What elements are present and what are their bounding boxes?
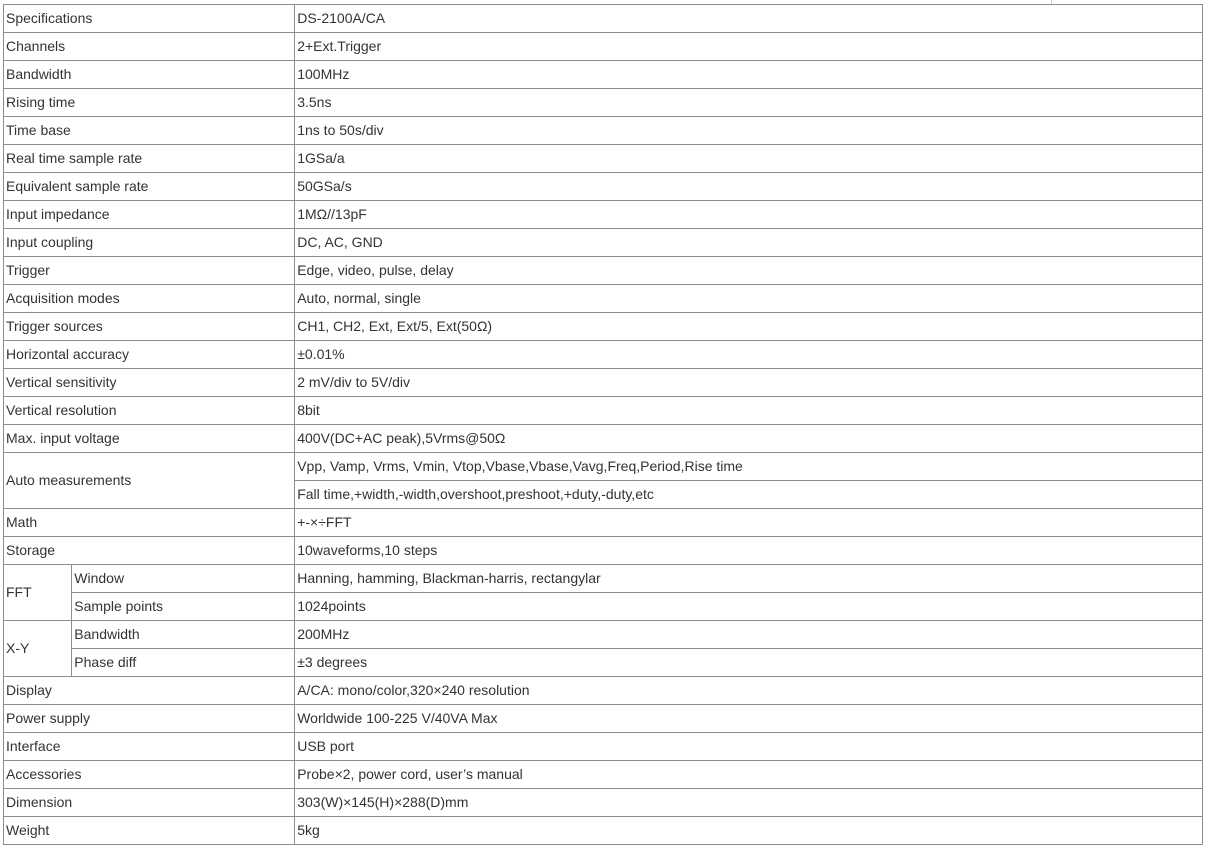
spec-value-rising-time: 3.5ns [295, 89, 1203, 117]
spec-label-storage: Storage [4, 537, 295, 565]
spec-value-equivalent-sample-rate: 50GSa/s [295, 173, 1203, 201]
spec-sublabel-fft-window: Window [72, 565, 295, 593]
spec-sublabel-x-y-bandwidth: Bandwidth [72, 621, 295, 649]
spec-value-auto-measurements-1: Vpp, Vamp, Vrms, Vmin, Vtop,Vbase,Vbase,Vavg,Freq,Period,Rise time [295, 453, 1203, 481]
spec-label-auto-measurements: Auto measurements [4, 453, 295, 509]
spec-value-fft-window: Hanning, hamming, Blackman-harris, rectangylar [295, 565, 1203, 593]
spec-sublabel-x-y-phase-diff: Phase diff [72, 649, 295, 677]
table-row [4, 649, 1203, 677]
spec-label-accessories: Accessories [4, 761, 295, 789]
spec-label-interface: Interface [4, 733, 295, 761]
spec-value-channels: 2+Ext.Trigger [295, 33, 1203, 61]
table-row [4, 257, 1203, 285]
spec-label-acquisition-modes: Acquisition modes [4, 285, 295, 313]
spec-value-accessories: Probe×2, power cord, user’s manual [295, 761, 1203, 789]
table-row [4, 397, 1203, 425]
table-row [4, 537, 1203, 565]
table-row [4, 677, 1203, 705]
spec-value-weight: 5kg [295, 817, 1203, 845]
spec-value-bandwidth: 100MHz [295, 61, 1203, 89]
table-row [4, 453, 1203, 481]
spec-label-vertical-resolution: Vertical resolution [4, 397, 295, 425]
spec-label-specifications: Specifications [4, 5, 295, 33]
table-row [4, 789, 1203, 817]
spec-value-time-base: 1ns to 50s/div [295, 117, 1203, 145]
spec-label-display: Display [4, 677, 295, 705]
table-row [4, 565, 1203, 593]
spec-value-fft-sample-points: 1024points [295, 593, 1203, 621]
spec-label-horizontal-accuracy: Horizontal accuracy [4, 341, 295, 369]
table-row [4, 145, 1203, 173]
table-row [4, 705, 1203, 733]
spec-label-trigger-sources: Trigger sources [4, 313, 295, 341]
table-row [4, 817, 1203, 845]
spec-label-real-time-sample-rate: Real time sample rate [4, 145, 295, 173]
spec-value-display: A/CA: mono/color,320×240 resolution [295, 677, 1203, 705]
spec-label-bandwidth: Bandwidth [4, 61, 295, 89]
table-row [4, 285, 1203, 313]
spec-value-input-coupling: DC, AC, GND [295, 229, 1203, 257]
table-row [4, 313, 1203, 341]
table-row [4, 341, 1203, 369]
spec-value-x-y-phase-diff: ±3 degrees [295, 649, 1203, 677]
spec-value-trigger-sources: CH1, CH2, Ext, Ext/5, Ext(50Ω) [295, 313, 1203, 341]
spec-label-weight: Weight [4, 817, 295, 845]
spec-label-trigger: Trigger [4, 257, 295, 285]
table-row [4, 229, 1203, 257]
table-row [4, 733, 1203, 761]
spec-label-dimension: Dimension [4, 789, 295, 817]
table-row [4, 201, 1203, 229]
spec-label-vertical-sensitivity: Vertical sensitivity [4, 369, 295, 397]
table-row [4, 33, 1203, 61]
spec-label-rising-time: Rising time [4, 89, 295, 117]
spec-label-channels: Channels [4, 33, 295, 61]
table-row [4, 425, 1203, 453]
table-row [4, 593, 1203, 621]
spec-value-input-impedance: 1MΩ//13pF [295, 201, 1203, 229]
spec-value-auto-measurements-2: Fall time,+width,-width,overshoot,preshoot,+duty,-duty,etc [295, 481, 1203, 509]
spec-value-vertical-sensitivity: 2 mV/div to 5V/div [295, 369, 1203, 397]
spec-value-interface: USB port [295, 733, 1203, 761]
spec-label-input-coupling: Input coupling [4, 229, 295, 257]
table-row [4, 89, 1203, 117]
spec-value-dimension: 303(W)×145(H)×288(D)mm [295, 789, 1203, 817]
spec-label-math: Math [4, 509, 295, 537]
spec-value-x-y-bandwidth: 200MHz [295, 621, 1203, 649]
table-row [4, 369, 1203, 397]
spec-label-time-base: Time base [4, 117, 295, 145]
spec-label-power-supply: Power supply [4, 705, 295, 733]
table-row [4, 117, 1203, 145]
table-row [4, 761, 1203, 789]
spec-value-trigger: Edge, video, pulse, delay [295, 257, 1203, 285]
spec-group-label-fft: FFT [4, 565, 72, 621]
specifications-table [3, 4, 1203, 845]
spec-label-max-input-voltage: Max. input voltage [4, 425, 295, 453]
spec-value-vertical-resolution: 8bit [295, 397, 1203, 425]
spec-value-max-input-voltage: 400V(DC+AC peak),5Vrms@50Ω [295, 425, 1203, 453]
spec-value-horizontal-accuracy: ±0.01% [295, 341, 1203, 369]
spec-sublabel-fft-sample-points: Sample points [72, 593, 295, 621]
table-row [4, 5, 1203, 33]
spec-value-math: +-×÷FFT [295, 509, 1203, 537]
table-row [4, 621, 1203, 649]
table-row [4, 509, 1203, 537]
table-row [4, 173, 1203, 201]
spec-value-acquisition-modes: Auto, normal, single [295, 285, 1203, 313]
spec-group-label-x-y: X-Y [4, 621, 72, 677]
spec-label-equivalent-sample-rate: Equivalent sample rate [4, 173, 295, 201]
spec-value-specifications: DS-2100A/CA [295, 5, 1203, 33]
spec-value-power-supply: Worldwide 100-225 V/40VA Max [295, 705, 1203, 733]
table-row [4, 61, 1203, 89]
specifications-table-body [4, 5, 1203, 845]
spec-value-real-time-sample-rate: 1GSa/a [295, 145, 1203, 173]
spec-label-input-impedance: Input impedance [4, 201, 295, 229]
spec-value-storage: 10waveforms,10 steps [295, 537, 1203, 565]
